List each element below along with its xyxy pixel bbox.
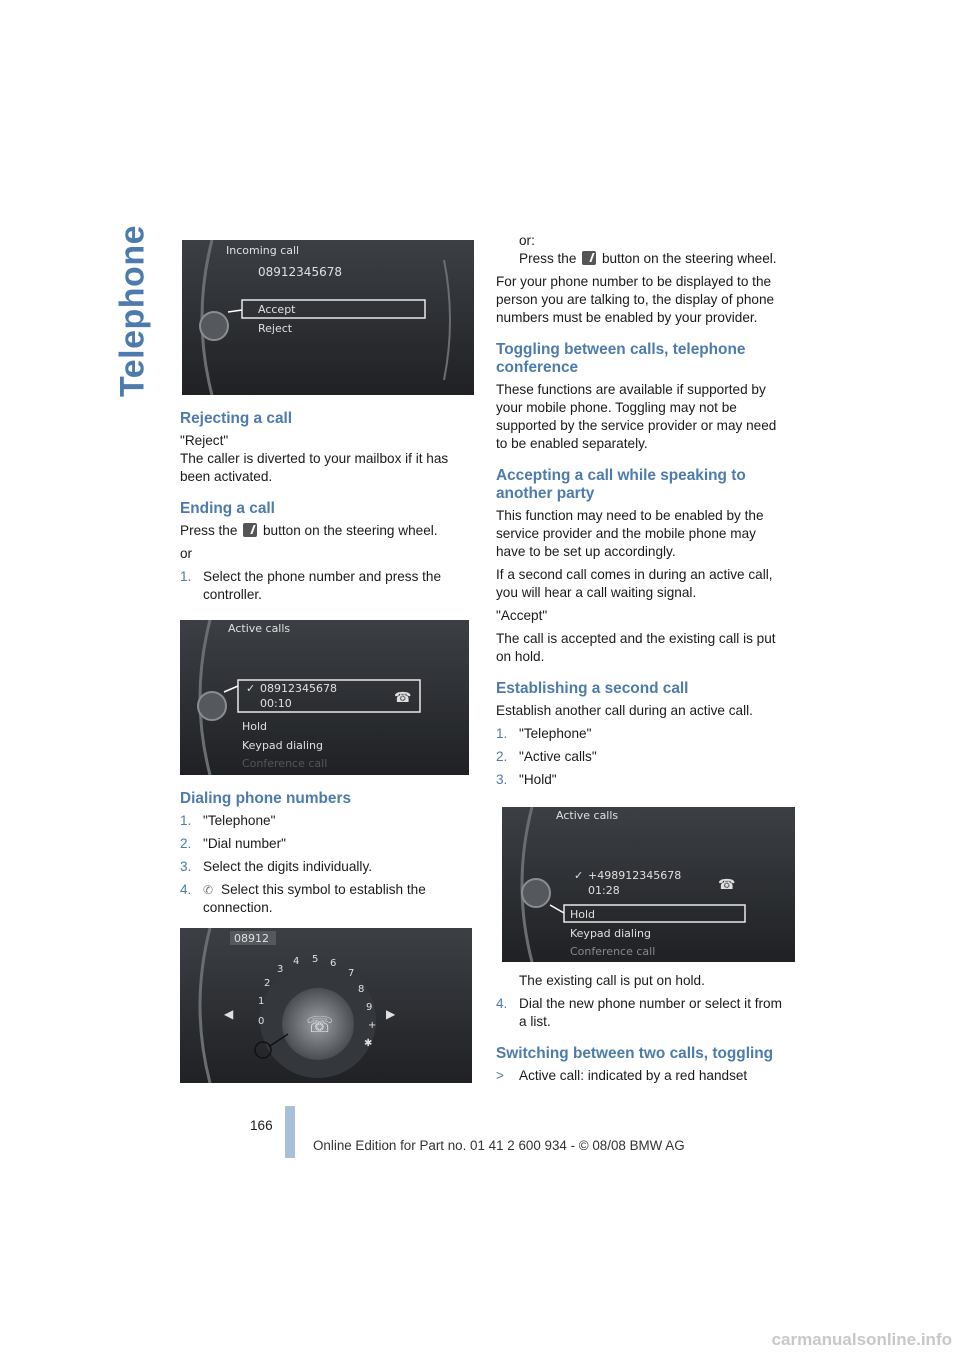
heading-ending: Ending a call: [180, 500, 275, 517]
list-item: 3. Select the digits individually.: [180, 859, 373, 874]
list-item: 4. Dial the new phone number or select it from a list.: [496, 996, 782, 1029]
svg-text:Keypad dialing: Keypad dialing: [570, 927, 651, 940]
footer-bar: [285, 1106, 295, 1158]
svg-text:✓: ✓: [246, 682, 256, 695]
heading-second-call: Establishing a second call: [496, 680, 689, 697]
svg-text:+498912345678: +498912345678: [588, 869, 682, 882]
list-item: 3. "Hold": [496, 772, 557, 787]
svg-text:Active calls: Active calls: [556, 809, 619, 822]
svg-text:0: 0: [258, 1016, 265, 1027]
watermark: carmanualsonline.info: [771, 1330, 952, 1349]
list-item: 4. ✆ Select this symbol to establish the connection.: [180, 882, 426, 915]
svg-text:2: 2: [264, 978, 271, 989]
svg-text:+: +: [368, 1020, 377, 1031]
active-calls-screenshot: [180, 620, 469, 775]
list-item: 1. "Telephone": [496, 726, 592, 741]
svg-text:Conference call: Conference call: [570, 945, 656, 958]
svg-text:1: 1: [258, 996, 265, 1007]
footer-text: Online Edition for Part no. 01 41 2 600 934 - © 08/08 BMW AG: [313, 1138, 685, 1153]
heading-rejecting: Rejecting a call: [180, 410, 293, 427]
svg-text:Active calls: Active calls: [228, 622, 291, 635]
svg-text:Reject: Reject: [258, 322, 293, 335]
list-item: 1. "Telephone": [180, 813, 276, 828]
svg-text:08912345678: 08912345678: [258, 265, 342, 279]
steering-phone-button-icon: [582, 251, 596, 265]
dial-number-screenshot: [180, 928, 472, 1083]
page-number: 166: [250, 1118, 273, 1133]
list-item: 1. Select the phone number and press the controller.: [180, 569, 442, 602]
svg-text:✓: ✓: [574, 869, 584, 882]
svg-text:01:28: 01:28: [588, 884, 620, 897]
switching-list: [496, 1067, 788, 1085]
svg-text:✱: ✱: [364, 1038, 373, 1049]
svg-text:3: 3: [277, 964, 284, 975]
heading-toggling: Toggling between calls, telephone conference: [496, 341, 746, 376]
active-calls-hold-screenshot: [502, 807, 795, 962]
second-call-steps: [496, 725, 788, 789]
heading-switching: Switching between two calls, toggling: [496, 1045, 774, 1062]
heading-accepting: Accepting a call while speaking to another party: [496, 467, 746, 502]
svg-text:Hold: Hold: [242, 720, 268, 733]
svg-text:4: 4: [293, 956, 300, 967]
incoming-call-screenshot: [182, 240, 474, 395]
svg-text:8: 8: [358, 984, 365, 995]
svg-text:9: 9: [366, 1002, 373, 1013]
svg-text:Accept: Accept: [258, 303, 296, 316]
side-tab: Telephone: [113, 225, 152, 397]
svg-text:☏: ☏: [306, 1013, 334, 1038]
heading-dialing: Dialing phone numbers: [180, 790, 352, 807]
second-call-steps-cont: [496, 995, 788, 1031]
svg-text:00:10: 00:10: [260, 697, 292, 710]
svg-text:☎: ☎: [394, 690, 412, 706]
svg-text:7: 7: [348, 968, 355, 979]
right-column: or: Press the button on the steering wheel. For your phone number to be displayed to the person you are talking to, the display of phone numbers must be enabled by your provider. Toggling between calls, telephone conference These functions are available if supported by your mobile phone. Toggling may not be supported by the service provider or may need to be enabled separately. Accepting a call while speaking to another party This function may need to be enabled by the service provider and the mobile phone may have to be set up accordingly. If a second call comes in during an active call, you will hear a call waiting signal. "Accept" The call is accepted and the existing call is put on hold. Establishing a second call Establish another call during an active call. 1. "Telephone" 2. "Active calls" 3. "Hold": [496, 232, 788, 794]
svg-text:08912: 08912: [234, 932, 269, 945]
svg-text:▶: ▶: [386, 1007, 396, 1021]
svg-text:6: 6: [330, 958, 337, 969]
left-column-dialing: [180, 776, 472, 922]
left-column: Rejecting a call "Reject" The caller is diverted to your mailbox if it has been activated. Ending a call Press the button on the steering wheel. or 1. Select the phone number and press the controller.: [180, 396, 472, 609]
ending-steps: [180, 568, 472, 604]
handset-icon: ✆: [203, 883, 214, 897]
svg-text:Hold: Hold: [570, 908, 596, 921]
right-column-lower: The existing call is put on hold. 4. Dial the new phone number or select it from a list. Switching between two calls, toggling > Active call: indicated by a red handset: [496, 972, 788, 1085]
list-item: 2. "Active calls": [496, 749, 597, 764]
svg-text:◀: ◀: [224, 1007, 234, 1021]
list-item: > Active call: indicated by a red handset: [496, 1068, 748, 1083]
svg-text:☎: ☎: [718, 877, 736, 893]
svg-text:Keypad dialing: Keypad dialing: [242, 739, 323, 752]
steering-phone-button-icon: [243, 523, 257, 537]
list-item: 2. "Dial number": [180, 836, 286, 851]
dialing-steps: [180, 812, 472, 917]
svg-text:08912345678: 08912345678: [260, 682, 337, 695]
svg-text:Conference call: Conference call: [242, 757, 328, 770]
svg-text:5: 5: [312, 954, 319, 965]
screen-title: Incoming call: [226, 244, 300, 257]
